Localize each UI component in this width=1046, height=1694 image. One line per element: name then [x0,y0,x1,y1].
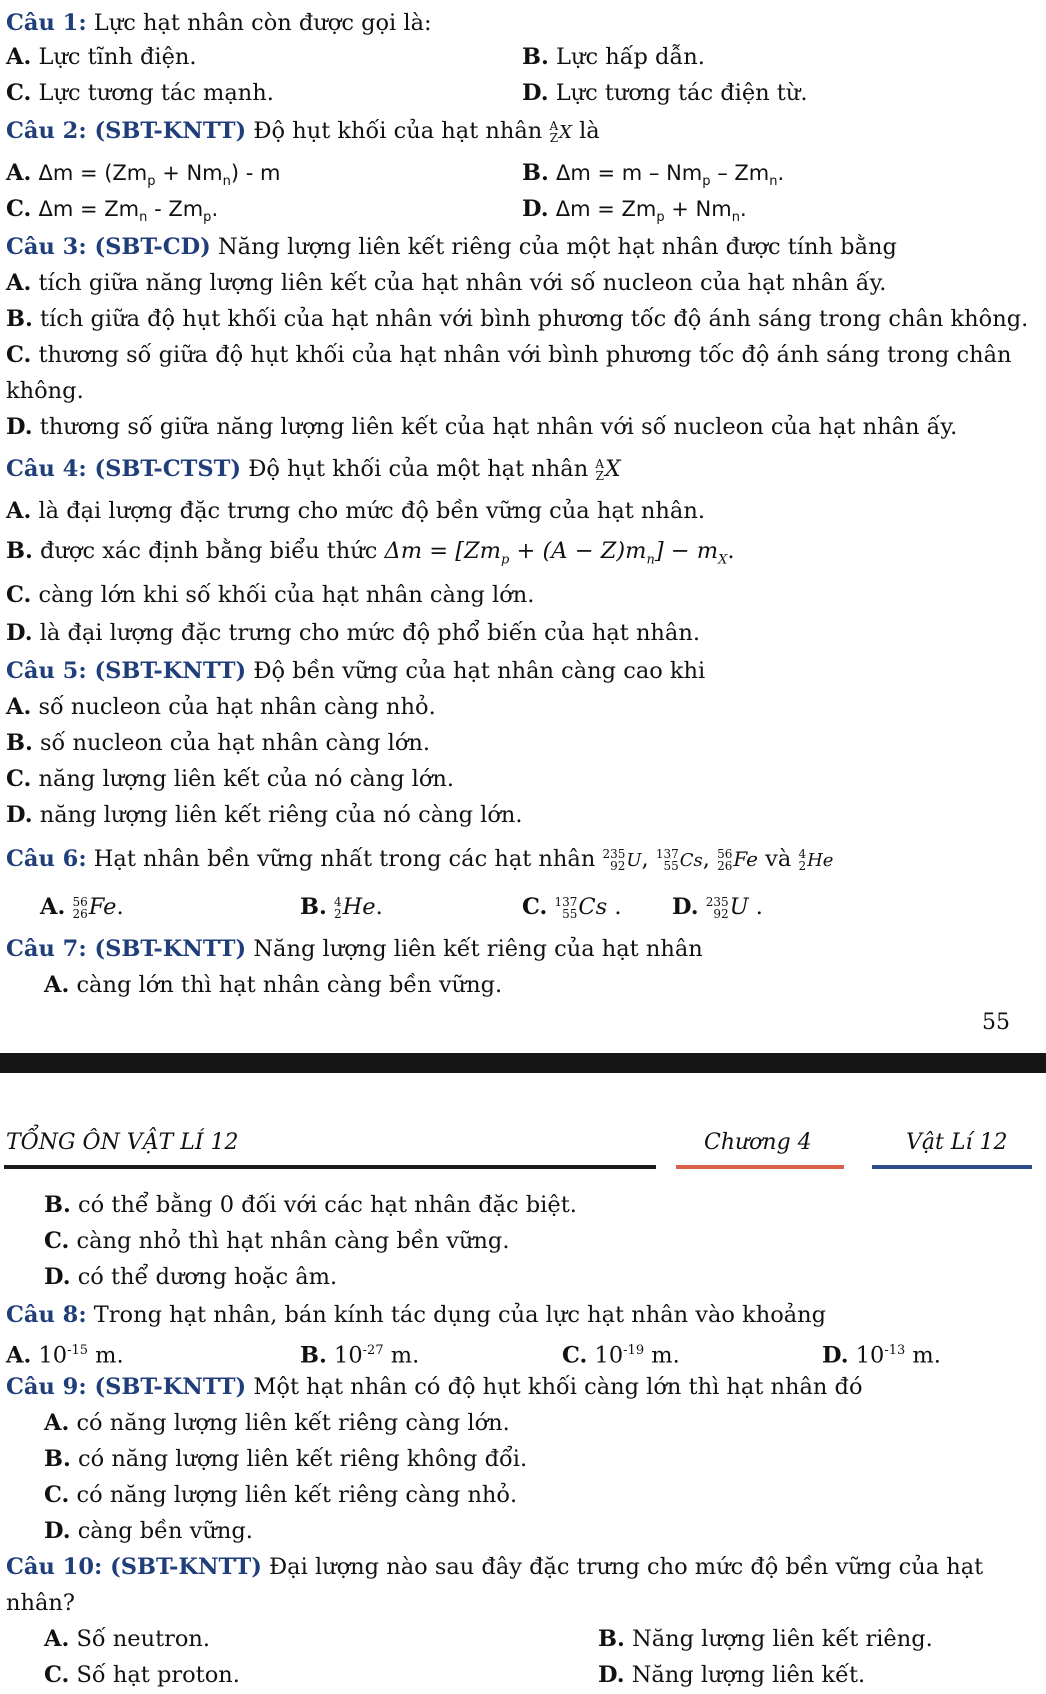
q2-option-d: D. $\Delta m = Zm_p + Nm_n$. [522,196,747,226]
header-book-title: TỔNG ÔN VẬT LÍ 12 [6,1130,239,1155]
question-6: Câu 6: Hạt nhân bền vững nhất trong các hạt nhân 235 92 U, 137 55 Cs, 56 26 Fe và 4 2 He [6,846,834,873]
q5-option-a: A. số nucleon của hạt nhân càng nhỏ. [6,694,436,720]
header-rule-center [676,1165,844,1169]
header-rule-left [4,1165,656,1169]
q4-option-b: B. được xác định bằng biểu thức $\Delta m = [Zm_p + (A - Z)m_n] - m_X$. [6,538,735,568]
page-number: 55 [982,1010,1010,1035]
q10-option-b: B. Năng lượng liên kết riêng. [598,1626,933,1652]
q1-option-b: B. Lực hấp dẫn. [522,44,705,70]
question-9: Câu 9: (SBT-KNTT) Một hạt nhân có độ hụt khối càng lớn thì hạt nhân đó [6,1374,863,1400]
q5-option-c: C. năng lượng liên kết của nó càng lớn. [6,766,455,792]
question-3: Câu 3: (SBT-CD) Năng lượng liên kết riêng của một hạt nhân được tính bằng [6,234,897,260]
q7-option-b: B. có thể bằng 0 đối với các hạt nhân đặc biệt. [44,1192,577,1218]
question-10: Câu 10: (SBT-KNTT) Đại lượng nào sau đây đặc trưng cho mức độ bền vững của hạt [6,1554,984,1580]
q1-option-d: D. Lực tương tác điện từ. [522,80,808,106]
q3-option-c-cont: không. [6,378,84,404]
q4-option-a: A. là đại lượng đặc trưng cho mức độ bền vững của hạt nhân. [6,498,705,524]
question-1: Câu 1: Lực hạt nhân còn được gọi là: [6,10,432,36]
q3-option-d: D. thương số giữa năng lượng liên kết của hạt nhân với số nucleon của hạt nhân ấy. [6,414,958,440]
q6-option-c: C. 137 55 Cs . [522,894,622,921]
q3-option-c: C. thương số giữa độ hụt khối của hạt nhân với bình phương tốc độ ánh sáng trong chân [6,342,1012,368]
nucleus-AZX: A Z X [549,119,572,145]
q8-option-a: A. $10^{-15}$ m. [6,1342,124,1369]
q5-option-b: B. số nucleon của hạt nhân càng lớn. [6,730,431,756]
question-7: Câu 7: (SBT-KNTT) Năng lượng liên kết riêng của hạt nhân [6,936,703,962]
q10-option-c: C. Số hạt proton. [44,1662,240,1688]
q6-option-a: A. 56 26 Fe. [40,894,124,921]
q3-option-b: B. tích giữa độ hụt khối của hạt nhân với bình phương tốc độ ánh sáng trong chân không. [6,306,1029,332]
q4-option-c: C. càng lớn khi số khối của hạt nhân càng lớn. [6,582,535,608]
q4-option-d: D. là đại lượng đặc trưng cho mức độ phổ biến của hạt nhân. [6,620,700,646]
q5-option-d: D. năng lượng liên kết riêng của nó càng lớn. [6,802,523,828]
header-subject: Vật Lí 12 [906,1130,1008,1155]
q2-option-c: C. $\Delta m = Zm_n - Zm_p$. [6,196,219,226]
question-4: Câu 4: (SBT-CTST) Độ hụt khối của một hạt nhân A Z X [6,452,1032,487]
question-5: Câu 5: (SBT-KNTT) Độ bền vững của hạt nhân càng cao khi [6,658,706,684]
q6-option-b: B. 4 2 He. [300,894,383,921]
q2-option-b: B. $\Delta m = m - Nm_p - Zm_n$. [522,160,785,190]
header-chapter: Chương 4 [704,1130,812,1155]
q10-option-a: A. Số neutron. [44,1626,211,1652]
q1-option-c: C. Lực tương tác mạnh. [6,80,274,106]
q3-option-a: A. tích giữa năng lượng liên kết của hạt nhân với số nucleon của hạt nhân ấy. [6,270,887,296]
question-10-cont: nhân? [6,1590,75,1616]
q9-option-d: D. càng bền vững. [44,1518,253,1544]
q8-option-b: B. $10^{-27}$ m. [300,1342,420,1369]
q6-option-d: D. 235 92 U . [672,894,763,921]
q10-option-d: D. Năng lượng liên kết. [598,1662,866,1688]
q2-option-a: A. $\Delta m = (Zm_p + Nm_n) - m$ [6,160,281,190]
q9-option-c: C. có năng lượng liên kết riêng càng nhỏ. [44,1482,518,1508]
nucleus-AZX: A Z X [595,457,621,483]
q8-option-d: D. $10^{-13}$ m. [822,1342,941,1369]
question-2: Câu 2: (SBT-KNTT) Độ hụt khối của hạt nhân A Z X là [6,114,1032,150]
question-8: Câu 8: Trong hạt nhân, bán kính tác dụng của lực hạt nhân vào khoảng [6,1302,827,1328]
q9-option-a: A. có năng lượng liên kết riêng càng lớn. [44,1410,510,1436]
header-rule-right [872,1165,1032,1169]
q7-option-a: A. càng lớn thì hạt nhân càng bền vững. [44,972,503,998]
q8-option-c: C. $10^{-19}$ m. [562,1342,680,1369]
q7-option-c: C. càng nhỏ thì hạt nhân càng bền vững. [44,1228,510,1254]
q1-option-a: A. Lực tĩnh điện. [6,44,197,70]
q7-option-d: D. có thể dương hoặc âm. [44,1264,338,1290]
q9-option-b: B. có năng lượng liên kết riêng không đổi. [44,1446,528,1472]
page-divider [0,1053,1046,1073]
